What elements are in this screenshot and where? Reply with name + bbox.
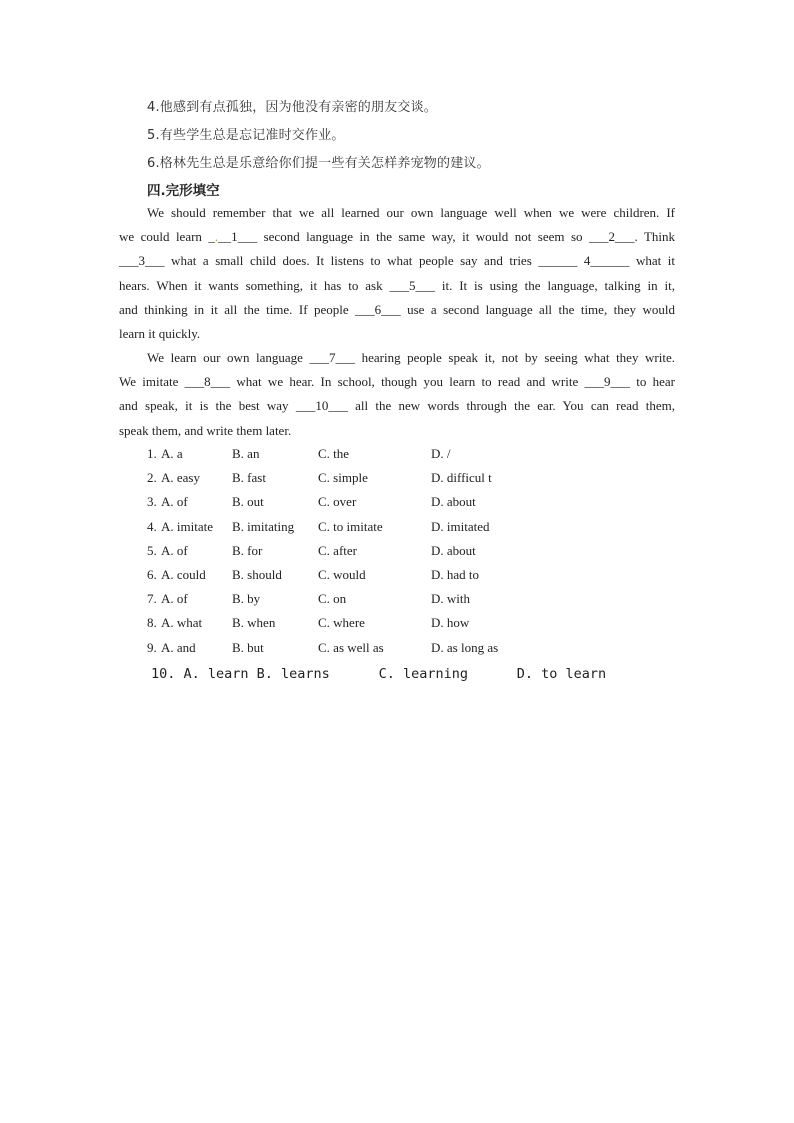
passage-fragment: __1___ second language in the same way, it would not seem so ___2___. Think xyxy=(218,229,675,245)
option-d: D. difficul t xyxy=(431,470,492,486)
option-b: B. but xyxy=(232,639,264,655)
option-a: A. a xyxy=(161,446,183,461)
option-b: B. an xyxy=(232,446,260,461)
passage-line: hears. When it wants something, it has to ask ___5___ it. It is using the language, talking in it, xyxy=(119,277,675,293)
option-number: 7. xyxy=(147,591,157,607)
translation-item-4: 4.他感到有点孤独，因为他没有亲密的朋友交谈。 xyxy=(147,100,438,115)
option-c: C. over xyxy=(318,494,357,510)
passage-line: We learn our own language ___7___ hearing people speak it, not by seeing what they write. xyxy=(147,350,675,365)
option-d: D. had to xyxy=(431,567,480,582)
passage-line: We imitate ___8___ what we hear. In school, though you learn to read and write ___9___ to hear xyxy=(119,374,675,390)
option-c: C. as well as xyxy=(318,639,384,655)
option-b: B. out xyxy=(232,494,264,510)
passage-paragraph-1 xyxy=(119,201,675,346)
passage-line: ___3___ what a small child does. It listens to what people say and tries ______ 4______ what it xyxy=(119,253,675,269)
option-c: C. would xyxy=(318,567,366,582)
option-a: A. could xyxy=(161,567,206,582)
dot-mark: . xyxy=(214,229,219,245)
option-b: B. fast xyxy=(232,470,266,486)
translation-item-6: 6.格林先生总是乐意给你们提一些有关怎样养宠物的建议。 xyxy=(147,156,490,171)
option-d: D. with xyxy=(431,591,470,607)
passage-line: and thinking in it all the time. If people ___6___ use a second language all the time, they would xyxy=(119,301,675,317)
option-a: A. of xyxy=(161,494,188,510)
passage-fragment: we could learn _ xyxy=(119,229,215,245)
option-a: A. what xyxy=(161,615,203,631)
option-c: C. to imitate xyxy=(318,518,383,534)
translation-item-5: 5.有些学生总是忘记准时交作业。 xyxy=(147,128,345,143)
option-number: 8. xyxy=(147,615,157,631)
option-c: C. where xyxy=(318,615,365,631)
option-a: A. and xyxy=(161,639,196,655)
option-number: 5. xyxy=(147,542,157,558)
option-d: D. / xyxy=(431,446,451,461)
option-b: B. when xyxy=(232,615,276,631)
passage-line: We should remember that we all learned our own language well when we were children. If xyxy=(147,205,675,220)
passage-line: speak them, and write them later. xyxy=(119,422,292,438)
option-number: 3. xyxy=(147,494,157,510)
passage-line xyxy=(119,225,675,249)
option-a: A. of xyxy=(161,542,188,558)
option-a: A. imitate xyxy=(161,518,213,534)
option-a: A. easy xyxy=(161,470,200,486)
option-d: D. about xyxy=(431,494,476,510)
option-b: B. should xyxy=(232,567,282,582)
option-d: D. about xyxy=(431,542,476,558)
option-b: B. for xyxy=(232,542,263,558)
option-b: B. imitating xyxy=(232,518,295,534)
option-d: D. as long as xyxy=(431,639,499,655)
option-c: C. after xyxy=(318,542,357,558)
passage-line: and speak, it is the best way ___10___ all the new words through the ear. You can read them, xyxy=(119,398,675,414)
option-a: A. of xyxy=(161,591,188,607)
option-number: 6. xyxy=(147,567,157,582)
option-d: D. imitated xyxy=(431,518,490,534)
option-c: C. on xyxy=(318,591,347,607)
option-number: 9. xyxy=(147,639,157,655)
option-number: 2. xyxy=(147,470,157,486)
section-title: 四.完形填空 xyxy=(147,183,220,199)
option-number: 1. xyxy=(147,446,157,461)
option-b: B. by xyxy=(232,591,261,607)
option-number: 4. xyxy=(147,518,157,534)
option-c: C. the xyxy=(318,446,350,461)
option-row-10: 10. A. learn B. learns C. learning D. to learn xyxy=(151,666,607,682)
passage-line: learn it quickly. xyxy=(119,326,201,342)
option-c: C. simple xyxy=(318,470,368,486)
passage-paragraph-2 xyxy=(119,346,675,443)
option-d: D. how xyxy=(431,615,470,631)
